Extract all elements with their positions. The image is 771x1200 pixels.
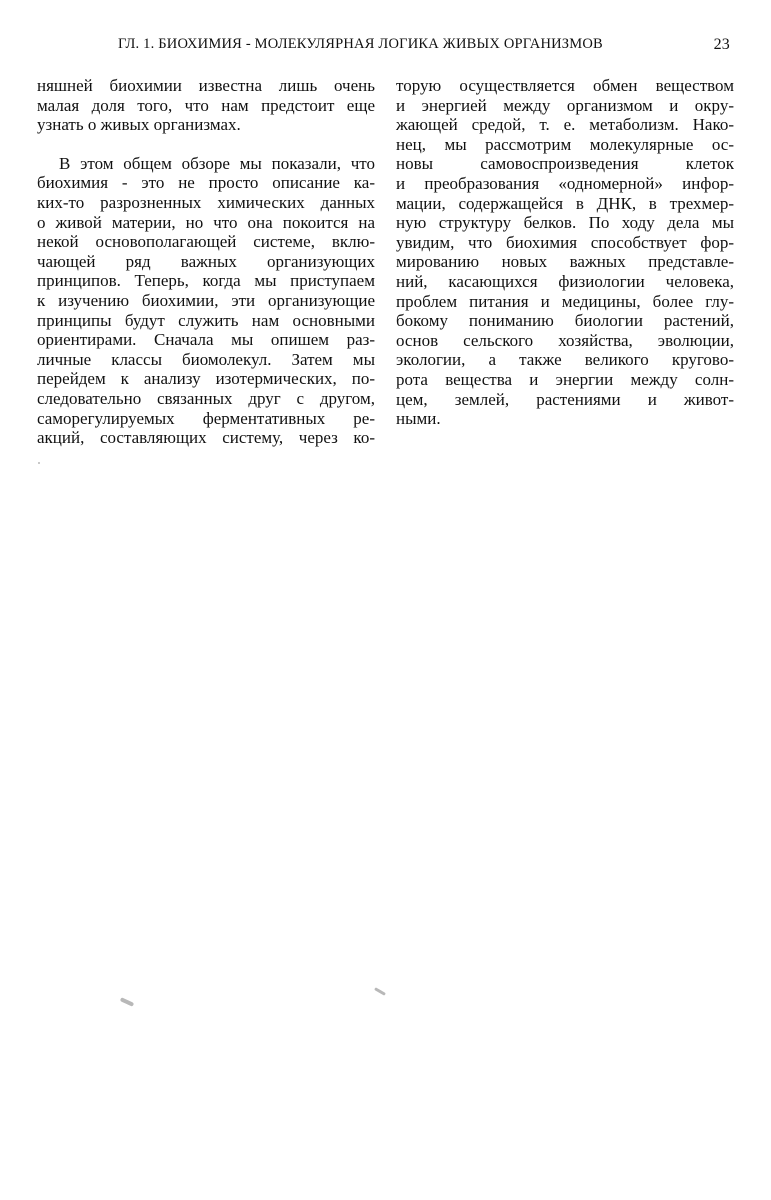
text-line: чающей ряд важных организующих	[37, 251, 375, 271]
running-head	[118, 36, 730, 58]
text-line: узнать о живых организмах.	[37, 115, 241, 135]
text-line: проблем питания и медицины, более глу-	[396, 291, 734, 311]
text-line: малая доля того, что нам предстоит еще	[37, 95, 375, 115]
text-line: мированию новых важных представле-	[396, 252, 734, 272]
text-line: основ сельского хозяйства, эволюции,	[396, 330, 734, 350]
text-line: ких-то разрозненных химических данных	[37, 192, 375, 212]
chapter-title: ГЛ. 1. БИОХИМИЯ - МОЛЕКУЛЯРНАЯ ЛОГИКА ЖИВЫХ ОРГАНИЗМОВ	[118, 36, 603, 52]
text-line: о живой материи, но что она покоится на	[37, 212, 375, 232]
text-line: саморегулируемых ферментативных ре-	[37, 408, 375, 428]
text-line: принципы будут служить нам основными	[37, 310, 375, 330]
text-line: жающей средой, т. е. метаболизм. Нако-	[396, 115, 734, 135]
text-line: перейдем к анализу изотермических, по-	[37, 369, 375, 389]
text-line: нец, мы рассмотрим молекулярные ос-	[396, 134, 734, 154]
text-line: увидим, что биохимия способствует фор-	[396, 232, 734, 252]
text-line: некой основополагающей системе, вклю-	[37, 232, 375, 252]
text-line: няшней биохимии известна лишь очень	[37, 76, 375, 95]
paragraph-gap	[37, 135, 375, 154]
text-line: ными.	[396, 409, 441, 429]
text-line: к изучению биохимии, эти организующие	[37, 290, 375, 310]
text-line: бокому пониманию биологии растений,	[396, 311, 734, 331]
text-line: личные классы биомолекул. Затем мы	[37, 349, 375, 369]
text-line: ний, касающихся физиологии человека,	[396, 271, 734, 291]
text-line: В этом общем обзоре мы показали, что	[59, 153, 375, 173]
text-line: мации, содержащейся в ДНК, в трехмер-	[396, 193, 734, 213]
text-line: акций, составляющих систему, через ко-	[37, 428, 375, 448]
text-line: следовательно связанных друг с другом,	[37, 388, 375, 408]
text-line: рота вещества и энергии между солн-	[396, 369, 734, 389]
text-line: принципов. Теперь, когда мы приступаем	[37, 271, 375, 291]
text-line: биохимия - это не просто описание ка-	[37, 173, 375, 193]
text-line: цем, землей, растениями и живот-	[396, 389, 734, 409]
left-column	[37, 76, 375, 448]
right-column	[396, 76, 734, 429]
text-line: и энергией между организмом и окру-	[396, 95, 734, 115]
text-line: ную структуру белков. По ходу дела мы	[396, 213, 734, 233]
text-line: новы самовоспроизведения клеток	[396, 154, 734, 174]
text-line: и преобразования «одномерной» инфор-	[396, 173, 734, 193]
scan-speck	[120, 997, 134, 1007]
scan-speck	[38, 462, 40, 464]
text-line: экологии, а также великого кругово-	[396, 350, 734, 370]
scan-speck	[374, 987, 386, 996]
text-line: торую осуществляется обмен веществом	[396, 76, 734, 95]
page-number: 23	[713, 36, 730, 53]
text-line: ориентирами. Сначала мы опишем раз-	[37, 330, 375, 350]
